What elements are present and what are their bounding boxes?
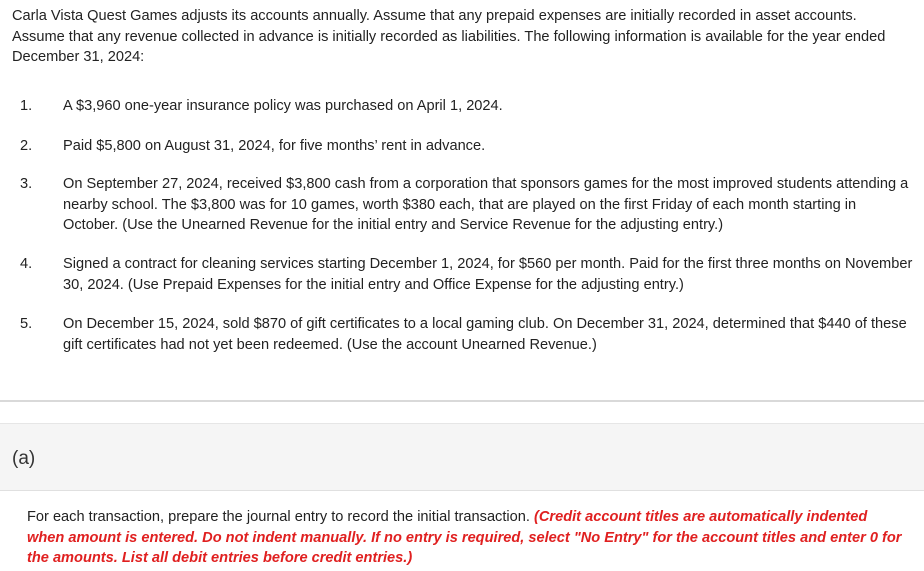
- part-a-label: (a): [12, 448, 36, 469]
- item-text: A $3,960 one-year insurance policy was purchased on April 1, 2024.: [63, 98, 503, 114]
- item-text: Paid $5,800 on August 31, 2024, for five months’ rent in advance.: [63, 138, 486, 154]
- part-a-instructions: [27, 507, 907, 569]
- instructions-warning: (Credit account titles are automatically indented when amount is entered. Do not indent manually. If no entry is required, select "No Entry" for the account titles and enter 0 for the amounts. List all debit entries before credit entries.): [27, 509, 902, 566]
- item-text: Signed a contract for cleaning services starting December 1, 2024, for $560 per month. Paid for the first three months on November 30, 2024. (Use Prepaid Expenses for the initial entry and Office Expense for the adjusting entry.): [63, 256, 913, 293]
- section-divider: [0, 400, 924, 402]
- item-text: On September 27, 2024, received $3,800 cash from a corporation that sponsors games for the most improved students attending a nearby school. The $3,800 was for 10 games, worth $380 each, that are played on the first Friday of each month starting in October. (Use the Unearned Revenue for the initial entry and Service Revenue for the adjusting entry.): [63, 176, 909, 233]
- item-number: 4.: [20, 256, 33, 272]
- item-number: 2.: [20, 138, 33, 154]
- part-a-header: [0, 423, 924, 491]
- item-text: On December 15, 2024, sold $870 of gift certificates to a local gaming club. On December 31, 2024, determined that $440 of these gift certificates had not yet been redeemed. (Use the account Unearned Revenue.): [63, 316, 907, 353]
- problem-intro: Carla Vista Quest Games adjusts its accounts annually. Assume that any prepaid expenses are initially recorded in asset accounts. Assume that any revenue collected in advance is initially recorded as liabilities. The following information is available for the year ended December 31, 2024:: [12, 8, 886, 65]
- item-number: 5.: [20, 316, 33, 332]
- item-number: 3.: [20, 176, 33, 192]
- instructions-text: For each transaction, prepare the journal entry to record the initial transaction.: [27, 509, 530, 525]
- item-number: 1.: [20, 98, 33, 114]
